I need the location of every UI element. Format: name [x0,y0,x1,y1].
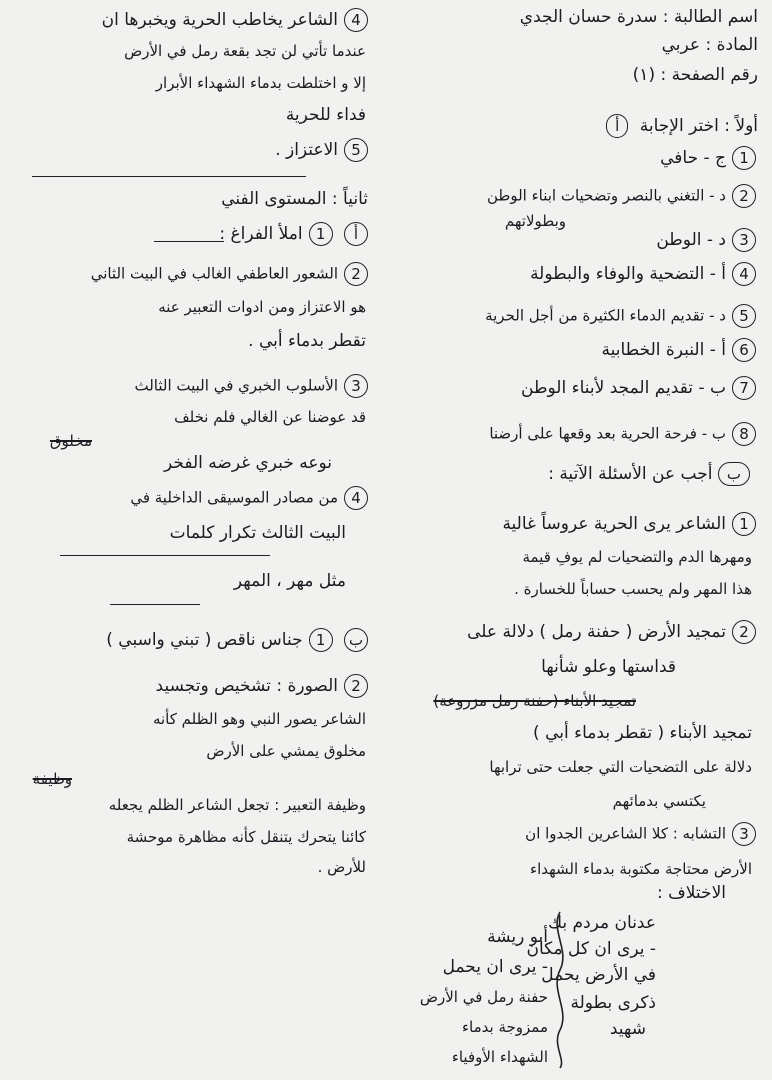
item-number: 1 [732,512,756,536]
item-number: 2 [732,184,756,208]
part2-title: ثانياً : المستوى الفني [221,189,368,209]
answer-item: 7ب - تقديم المجد لأبناء الوطن [521,376,756,400]
part-b-badge: ب [718,462,750,486]
comparison-line: حفنة رمل في الأرض [419,988,548,1006]
answer-line: البيت الثالث تكرار كلمات [169,523,346,543]
answer-line: قد عوضنا عن الغالي فلم نخلف [174,408,366,426]
crossed-out-text: وظيفة [32,770,72,788]
answer-line: وظيفة التعبير : تجعل الشاعر الظلم يجعله [108,796,366,814]
part1-title: أولاً : اختر الإجابة أ [606,114,758,138]
answer-item: 4من مصادر الموسيقى الداخلية في [130,486,368,510]
comparison-line: شهيد [609,1019,646,1039]
page-number: رقم الصفحة : (١) [632,65,758,85]
answer-line: قداستها وعلو شأنها [541,657,676,677]
answer-item: 2تمجيد الأرض ( حفنة رمل ) دلالة على [467,620,756,644]
answer-item: 6أ - النبرة الخطابية [602,338,757,362]
item-number: 2 [344,674,368,698]
item-number: 8 [732,422,756,446]
answer-line: مخلوق يمشي على الأرض [206,742,366,760]
answer-item: 1الشاعر يرى الحرية عروساً غالية [502,512,756,536]
item-number: 3 [732,822,756,846]
item-number: 4 [732,262,756,286]
item-number: 5 [344,138,368,162]
answer-line: مثل مهر ، المهر [233,571,346,591]
item-number: 7 [732,376,756,400]
comparison-line: ذكرى بطولة [570,993,656,1013]
answer-item: 3د - الوطن [656,228,756,252]
answer-item: 3الأسلوب الخبري في البيت الثالث [135,374,369,398]
comparison-left-heading: أبو ريشة [487,927,548,947]
answer-item: 5الاعتزاز . [275,138,368,162]
crossed-out-text: مخلوق [49,432,92,450]
comparison-line: الشهداء الأوفياء [451,1048,548,1066]
item-number: 2 [344,262,368,286]
underline [110,604,200,605]
answer-item: 4أ - التضحية والوفاء والبطولة [530,262,756,286]
answer-line: نوعه خبري غرضه الفخر [164,453,332,473]
underline [60,555,270,556]
answer-line: تمجيد الأبناء ( تقطر بدماء أبي ) [533,723,752,743]
answer-line: ومهرها الدم والتضحيات لم يوفِ قيمة [522,548,752,566]
answer-line: هذا المهر ولم يحسب حساباً للخسارة . [514,580,752,598]
answer-item: ب 1جناس ناقص ( تبني واسبي ) [106,628,368,652]
part-b-title: ب أجب عن الأسئلة الآتية : [548,462,756,486]
section-divider [32,176,306,177]
item-badge: ب [344,628,368,652]
part1-badge: أ [606,114,628,138]
comparison-line: - يرى ان يحمل [442,957,548,977]
answer-line: هو الاعتزاز ومن ادوات التعبير عنه [158,298,366,316]
student-name: اسم الطالبة : سدرة حسان الجدي [519,7,758,27]
item-badge: أ [344,222,368,246]
answer-line: يكتسي بدمائهم [612,792,706,810]
answer-item: 1ج - حافي [660,146,756,170]
item-number: 3 [344,374,368,398]
comparison-right-heading: عدنان مردم بك [548,913,656,933]
answer-line: كائنا يتحرك يتنقل كأنه مظاهرة موحشة [126,828,366,846]
crossed-out-text: تمجيد الأبناء (حفنة رمل مزروعة) [433,692,636,710]
item-number: 1 [309,628,333,652]
answer-line: الشاعر يصور النبي وهو الظلم كأنه [152,710,366,728]
item-number: 6 [732,338,756,362]
answer-line: دلالة على التضحيات التي جعلت حتى ترابها [489,758,752,776]
answer-item: 2الصورة : تشخيص وتجسيد [156,674,368,698]
answer-item: 2د - التغني بالنصر وتضحيات ابناء الوطن [487,184,756,208]
comparison-line: - يرى ان كل مكان [526,939,656,959]
comparison-line: ممزوجة بدماء [461,1018,548,1036]
answer-line: فداء للحرية [285,105,366,125]
answer-item: 2الشعور العاطفي الغالب في البيت الثاني [91,262,368,286]
item-number: 4 [344,486,368,510]
comparison-line: في الأرض يحمل [541,965,656,985]
subject-line: المادة : عربي [661,35,758,55]
fill-blank-line [154,241,224,242]
comparison-divider-squiggle [548,910,572,1070]
answer-line: إلا و اختلطت بدماء الشهداء الأبرار [155,74,366,92]
answer-item: 3التشابه : كلا الشاعرين الجدوا ان [525,822,756,846]
answer-line: الأرض محتاجة مكتوبة بدماء الشهداء [530,860,752,878]
item-number: 1 [309,222,333,246]
item-number: 2 [732,620,756,644]
item-number: 4 [344,8,368,32]
item-number: 3 [732,228,756,252]
answer-item-continued: وبطولاتهم [504,212,566,230]
answer-line: تقطر بدماء أبي . [248,331,366,351]
answer-line: للأرض . [317,858,366,876]
difference-label: الاختلاف : [657,883,726,903]
answer-item: 4الشاعر يخاطب الحرية ويخبرها ان [102,8,368,32]
item-number: 1 [732,146,756,170]
answer-item: 8ب - فرحة الحرية بعد وقعها على أرضنا [489,422,756,446]
answer-line: عندما تأتي لن تجد بقعة رمل في الأرض [124,42,366,60]
answer-item: 5د - تقديم الدماء الكثيرة من أجل الحرية [485,304,756,328]
item-number: 5 [732,304,756,328]
answer-item: أ 1املأ الفراغ : [219,222,368,246]
